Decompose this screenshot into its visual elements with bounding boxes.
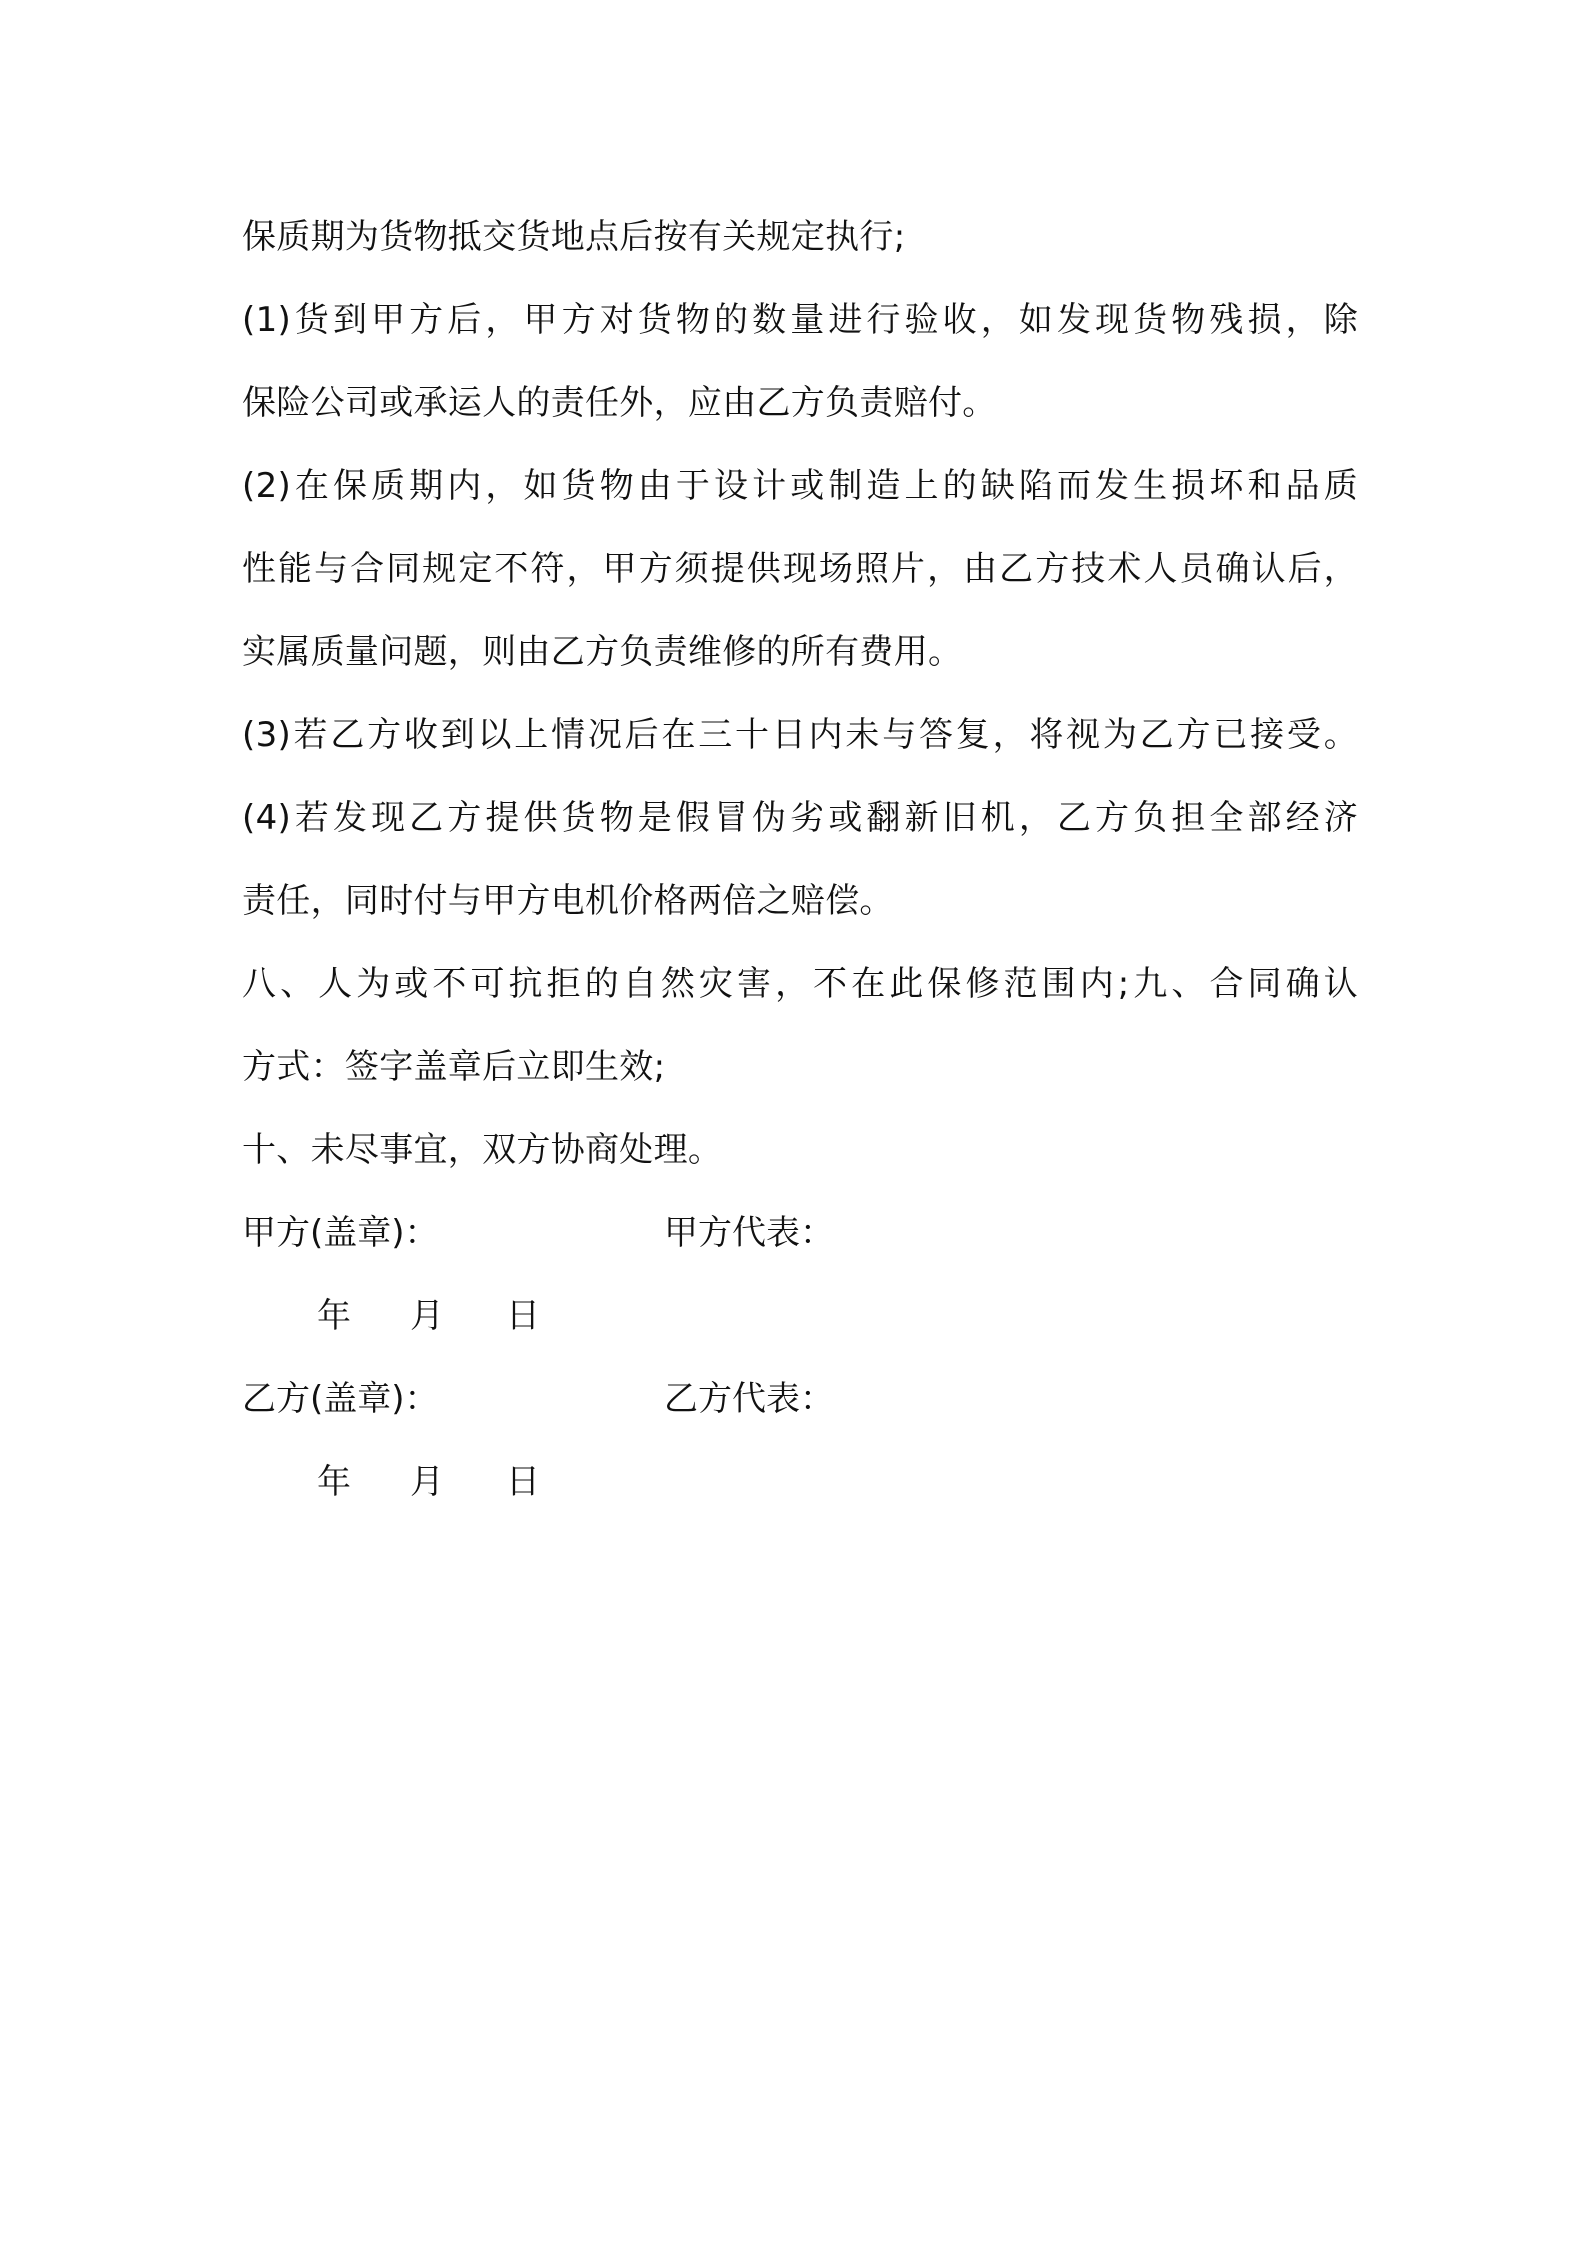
clause-line: 责任，同时付与甲方电机价格两倍之赔偿。 bbox=[242, 881, 894, 921]
clause-line: (4)若发现乙方提供货物是假冒伪劣或翻新旧机，乙方负担全部经济 bbox=[242, 798, 1358, 838]
date-year-label: 年 bbox=[317, 1462, 351, 1502]
clause-line: (3)若乙方收到以上情况后在三十日内未与答复，将视为乙方已接受。 bbox=[242, 715, 1358, 755]
party-b-date-row bbox=[242, 1441, 1358, 1524]
date-month-label: 月 bbox=[410, 1462, 444, 1502]
party-a-representative-label: 甲方代表： bbox=[664, 1213, 834, 1253]
party-b-seal-label: 乙方(盖章)： bbox=[242, 1379, 439, 1419]
date-year-label: 年 bbox=[317, 1296, 351, 1336]
clause-line: 八、人为或不可抗拒的自然灾害，不在此保修范围内;九、合同确认 bbox=[242, 964, 1358, 1004]
clause-line: 保险公司或承运人的责任外，应由乙方负责赔付。 bbox=[242, 383, 997, 423]
date-month-label: 月 bbox=[410, 1296, 444, 1336]
clause-line: 实属质量问题，则由乙方负责维修的所有费用。 bbox=[242, 632, 963, 672]
date-day-label: 日 bbox=[506, 1296, 540, 1336]
clause-line: 十、未尽事宜，双方协商处理。 bbox=[242, 1130, 723, 1170]
clause-line: (1)货到甲方后，甲方对货物的数量进行验收，如发现货物残损，除 bbox=[242, 300, 1358, 340]
party-a-signature-row bbox=[242, 1192, 1358, 1275]
date-day-label: 日 bbox=[506, 1462, 540, 1502]
party-b-representative-label: 乙方代表： bbox=[664, 1379, 834, 1419]
clause-line: 保质期为货物抵交货地点后按有关规定执行; bbox=[242, 217, 906, 257]
document-body bbox=[242, 196, 1358, 1524]
clause-line: 性能与合同规定不符，甲方须提供现场照片，由乙方技术人员确认后， bbox=[242, 549, 1358, 589]
clause-line: 方式：签字盖章后立即生效; bbox=[242, 1047, 666, 1087]
party-a-date-row bbox=[242, 1275, 1358, 1358]
party-a-seal-label: 甲方(盖章)： bbox=[242, 1213, 439, 1253]
clause-line: (2)在保质期内，如货物由于设计或制造上的缺陷而发生损坏和品质 bbox=[242, 466, 1358, 506]
party-b-signature-row bbox=[242, 1358, 1358, 1441]
